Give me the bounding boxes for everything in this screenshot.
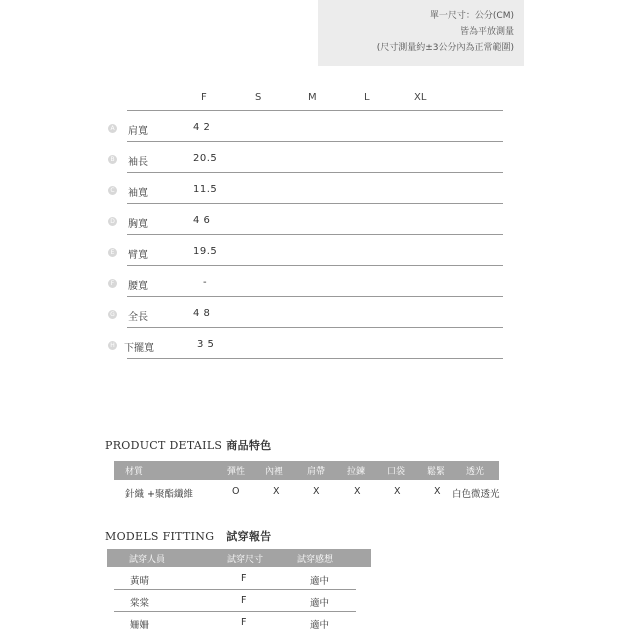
row-value: 11.5 xyxy=(193,184,218,195)
row-divider xyxy=(114,589,356,590)
row-badge: C xyxy=(108,186,117,195)
models-fitting-title-en: MODELS FITTING xyxy=(105,530,215,543)
models-fitting-title-cn: 試穿報告 xyxy=(226,530,272,543)
unit-note-box xyxy=(318,0,524,66)
row-label: 全長 xyxy=(128,312,148,323)
header-elasticity: 彈性 xyxy=(227,467,246,477)
row-divider xyxy=(127,172,503,173)
header-sheerness: 透光 xyxy=(466,467,485,477)
row-label: 胸寬 xyxy=(128,219,148,230)
row-value: - xyxy=(203,277,208,288)
model-name: 棠棠 xyxy=(130,598,150,609)
model-feel: 適中 xyxy=(310,620,330,631)
row-label: 下擺寬 xyxy=(124,343,154,354)
header-size: 試穿尺寸 xyxy=(227,555,264,565)
row-divider xyxy=(127,141,503,142)
value-material: 針織 +聚酯纖維 xyxy=(125,489,193,500)
row-divider xyxy=(127,327,503,328)
header-straps: 肩帶 xyxy=(307,467,326,477)
value-elasticity: O xyxy=(232,486,240,497)
row-badge: F xyxy=(108,279,117,288)
row-value: 4 6 xyxy=(193,215,211,226)
header-model: 試穿人員 xyxy=(129,555,166,565)
row-value: 4 8 xyxy=(193,308,211,319)
size-col-l: L xyxy=(364,92,370,103)
models-fitting-header-bar xyxy=(107,549,371,567)
model-name: 黃晴 xyxy=(130,576,150,587)
row-divider xyxy=(127,296,503,297)
row-label: 袖寬 xyxy=(128,188,148,199)
size-col-m: M xyxy=(308,92,317,103)
value-straps: X xyxy=(313,486,320,497)
row-badge: E xyxy=(108,248,117,257)
row-badge: D xyxy=(108,217,117,226)
row-divider xyxy=(127,265,503,266)
row-value: 4 2 xyxy=(193,122,211,133)
row-value: 19.5 xyxy=(193,246,218,257)
row-label: 袖長 xyxy=(128,157,148,168)
size-col-f: F xyxy=(201,92,207,103)
value-lining: X xyxy=(273,486,280,497)
model-name: 姍姍 xyxy=(130,620,150,631)
row-label: 腰寬 xyxy=(128,281,148,292)
product-details-title-en: PRODUCT DETAILS xyxy=(105,439,223,452)
row-divider xyxy=(127,234,503,235)
row-divider xyxy=(114,611,356,612)
header-zipper: 拉鍊 xyxy=(347,467,366,477)
row-badge: A xyxy=(108,124,117,133)
row-divider xyxy=(127,203,503,204)
row-value: 3 5 xyxy=(197,339,215,350)
row-badge: G xyxy=(108,310,117,319)
row-label: 肩寬 xyxy=(128,126,148,137)
model-feel: 適中 xyxy=(310,598,330,609)
header-lining: 內裡 xyxy=(265,467,284,477)
size-col-xl: XL xyxy=(414,92,427,103)
model-size: F xyxy=(241,617,247,628)
model-size: F xyxy=(241,573,247,584)
value-pocket: X xyxy=(394,486,401,497)
value-sheerness: 白色微透光 xyxy=(452,489,500,500)
unit-note-line2: 皆為平放測量 xyxy=(459,27,514,37)
row-badge: H xyxy=(108,341,117,350)
row-value: 20.5 xyxy=(193,153,218,164)
unit-note-line1: 單一尺寸：公分(CM) xyxy=(429,11,514,21)
value-waistband: X xyxy=(434,486,441,497)
header-pocket: 口袋 xyxy=(387,467,406,477)
size-col-s: S xyxy=(255,92,262,103)
product-details-title xyxy=(105,437,271,453)
size-header-divider xyxy=(127,110,503,111)
product-details-header-bar xyxy=(114,461,499,480)
model-feel: 適中 xyxy=(310,576,330,587)
unit-note-line3: (尺寸測量約±3公分內為正常範圍) xyxy=(376,43,514,53)
header-waistband: 鬆緊 xyxy=(427,467,446,477)
header-feel: 試穿感想 xyxy=(297,555,334,565)
row-divider xyxy=(127,358,503,359)
value-zipper: X xyxy=(354,486,361,497)
header-material: 材質 xyxy=(125,467,144,477)
product-details-title-cn: 商品特色 xyxy=(226,439,272,452)
models-fitting-title xyxy=(105,528,271,544)
row-badge: B xyxy=(108,155,117,164)
row-label: 臂寬 xyxy=(128,250,148,261)
model-size: F xyxy=(241,595,247,606)
